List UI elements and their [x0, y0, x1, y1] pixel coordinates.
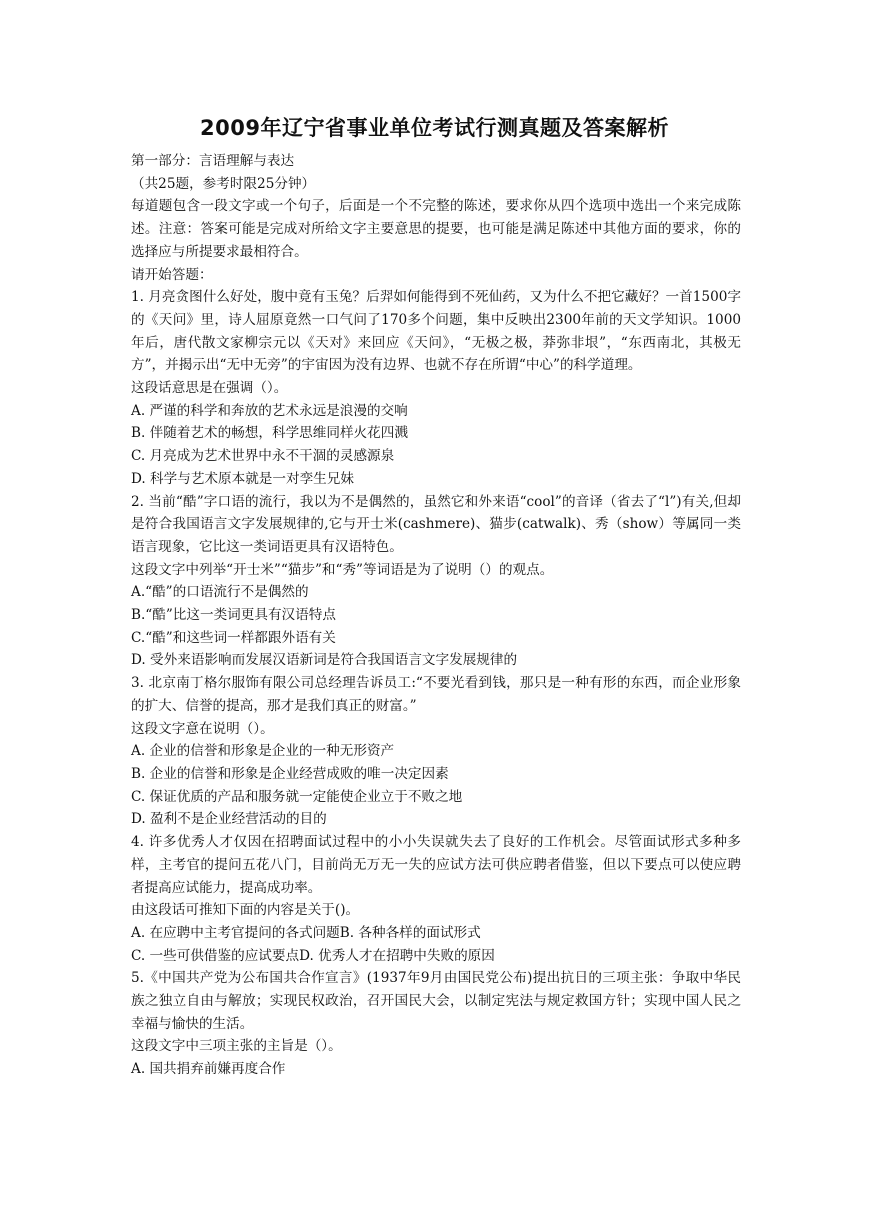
paragraph: B.“酷”比这一类词更具有汉语特点 — [131, 607, 336, 624]
paragraph: A. 在应聘中主考官提问的各式问题B. 各种各样的面试形式 — [131, 924, 481, 941]
document-title: 2009年辽宁省事业单位考试行测真题及答案解析 — [200, 116, 669, 140]
paragraph: 2. 当前“酷”字口语的流行，我以为不是偶然的，虽然它和外来语“cool”的音译（省去了“l”)有关,但却是符合我国语言文字发展规律的,它与开士米(cashmere)、猫步(catwalk)、秀（show）等属同一类语言现象，它比这一类词语更具有汉语特色。 — [131, 493, 741, 555]
paragraph: 每道题包含一段文字或一个句子，后面是一个不完整的陈述，要求你从四个选项中选出一个来完成陈述。注意：答案可能是完成对所给文字主要意思的提要，也可能是满足陈述中其他方面的要求，你的选择应与所提要求最相符合。 — [131, 198, 741, 260]
paragraph: 这段文字意在说明（）。 — [131, 720, 274, 737]
paragraph: C.“酷”和这些词一样都跟外语有关 — [131, 629, 336, 646]
paragraph: A. 严谨的科学和奔放的艺术永远是浪漫的交响 — [131, 402, 408, 419]
paragraph: C. 一些可供借鉴的应试要点D. 优秀人才在招聘中失败的原因 — [131, 947, 495, 964]
paragraph: A. 国共捐弃前嫌再度合作 — [131, 1061, 286, 1078]
paragraph: 请开始答题： — [131, 266, 213, 283]
document-body — [131, 150, 741, 1081]
paragraph: C. 月亮成为艺术世界中永不干涸的灵感源泉 — [131, 448, 395, 465]
paragraph: 5.《中国共产党为公布国共合作宣言》(1937年9月由国民党公布)提出抗日的三项主张：争取中华民族之独立自由与解放；实现民权政治，召开国民大会，以制定宪法与规定救国方针；实现中国人民之幸福与愉快的生活。 — [131, 970, 741, 1032]
paragraph: 这段文字中三项主张的主旨是（）。 — [131, 1038, 342, 1055]
paragraph: 第一部分：言语理解与表达 — [131, 153, 295, 169]
paragraph: B. 伴随着艺术的畅想，科学思维同样火花四溅 — [131, 425, 408, 442]
paragraph: 3. 北京南丁格尔服饰有限公司总经理告诉员工:“不要光看到钱，那只是一种有形的东西，而企业形象的扩大、信誉的提高，那才是我们真正的财富。” — [131, 675, 741, 714]
paragraph: B. 企业的信誉和形象是企业经营成败的唯一决定因素 — [131, 765, 449, 782]
paragraph: D. 科学与艺术原本就是一对孪生兄妹 — [131, 470, 354, 487]
paragraph: A. 企业的信誉和形象是企业的一种无形资产 — [131, 743, 395, 760]
paragraph: A.“酷”的口语流行不是偶然的 — [131, 584, 309, 601]
paragraph: 这段话意思是在强调（）。 — [131, 380, 288, 397]
paragraph: （共25题，参考时限25分钟） — [131, 175, 316, 192]
paragraph: D. 盈利不是企业经营活动的目的 — [131, 811, 327, 828]
paragraph: C. 保证优质的产品和服务就一定能使企业立于不败之地 — [131, 788, 463, 805]
paragraph: D. 受外来语影响而发展汉语新词是符合我国语言文字发展规律的 — [131, 652, 518, 669]
paragraph: 这段文字中列举“开士米”“猫步”和“秀”等词语是为了说明（）的观点。 — [131, 561, 554, 578]
paragraph: 1. 月亮贪图什么好处，腹中竟有玉兔？后羿如何能得到不死仙药，又为什么不把它藏好？一首1500字的《天问》里，诗人屈原竟然一口气问了170多个问题，集中反映出2300年前的天文学知识。1000年后，唐代散文家柳宗元以《天对》来回应《天问》，“无极之极，莽弥非垠”，“东西南北，其极无方”，并揭示出“无中无旁”的宇宙因为没有边界、也就不存在所谓“中心”的科学道理。 — [131, 289, 741, 374]
paragraph: 由这段话可推知下面的内容是关于()。 — [131, 902, 360, 919]
paragraph: 4. 许多优秀人才仅因在招聘面试过程中的小小失误就失去了良好的工作机会。尽管面试形式多种多样，主考官的提问五花八门，目前尚无万无一失的应试方法可供应聘者借鉴，但以下要点可以使应聘者提高应试能力，提高成功率。 — [131, 834, 741, 896]
